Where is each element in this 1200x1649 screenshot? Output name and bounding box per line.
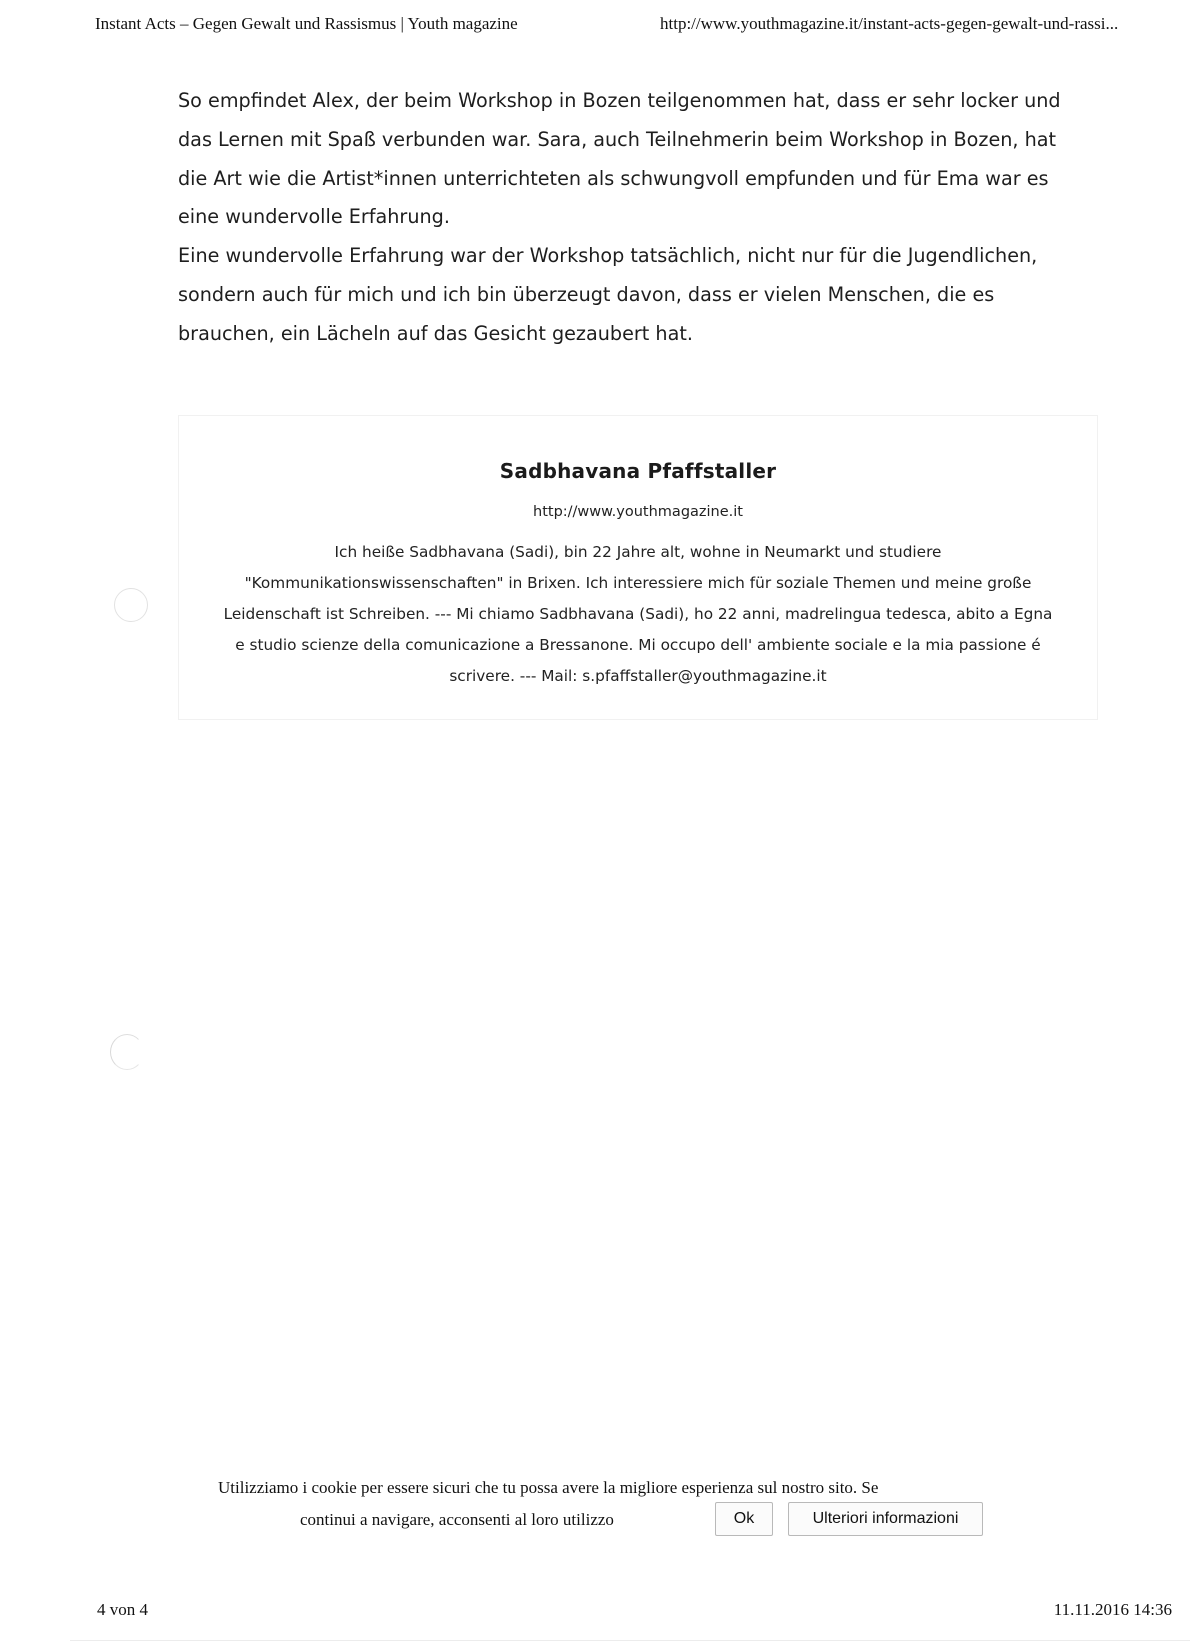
article-paragraph: Eine wundervolle Erfahrung war der Workshop tatsächlich, nicht nur für die Jugendlichen, sondern auch für mich und ich bin überzeugt davon, dass er vielen Menschen, die es brauchen, ein Lächeln auf das Gesicht gezaubert hat. (178, 244, 1038, 345)
author-name: Sadbhavana Pfaffstaller (499, 459, 777, 483)
author-bio: Ich heiße Sadbhavana (Sadi), bin 22 Jahre alt, wohne in Neumarkt und studiere "Kommunikationswissenschaften" in Brixen. Ich interessiere mich für soziale Themen und meine große Leidenschaft ist Schreiben. --- Mi chiamo Sadbhavana (Sadi), ho 22 anni, madrelingua tedesca, abito a Egna e studio scienze della comunicazione a Bressanone. Mi occupo dell' ambiente sociale e la mia passione é scrivere. --- Mail: s.pfaffstaller@youthmagazine.it (223, 543, 1053, 685)
print-footer (97, 1600, 1172, 1624)
print-timestamp: 11.11.2016 14:36 (1053, 1600, 1172, 1619)
print-page-url: http://www.youthmagazine.it/instant-acts-gegen-gewalt-und-rassi... (660, 14, 1119, 33)
page-edge-divider (70, 1640, 1190, 1641)
punch-hole-mark (114, 588, 148, 622)
punch-hole-mark (110, 1034, 144, 1070)
cookie-notice-text: continui a navigare, acconsenti al loro utilizzo (300, 1510, 614, 1529)
cookie-more-info-button[interactable]: Ulteriori informazioni (788, 1502, 983, 1536)
print-header (95, 14, 1172, 38)
author-box (178, 415, 1098, 720)
author-website-link[interactable]: http://www.youthmagazine.it (533, 504, 743, 520)
cookie-ok-button[interactable]: Ok (715, 1502, 773, 1536)
article-paragraph: So empfindet Alex, der beim Workshop in Bozen teilgenommen hat, dass er sehr locker und das Lernen mit Spaß verbunden war. Sara, auch Teilnehmerin beim Workshop in Bozen, hat die Art wie die Artist*innen unterrichteten als schwungvoll empfunden und für Ema war es eine wundervolle Erfahrung. (178, 89, 1061, 229)
article-body (178, 82, 1083, 354)
cookie-notice-text: Utilizziamo i cookie per essere sicuri che tu possa avere la migliore esperienza sul nostro sito. Se (218, 1478, 879, 1497)
print-page-title: Instant Acts – Gegen Gewalt und Rassismus | Youth magazine (95, 14, 518, 33)
page-number: 4 von 4 (97, 1600, 148, 1619)
